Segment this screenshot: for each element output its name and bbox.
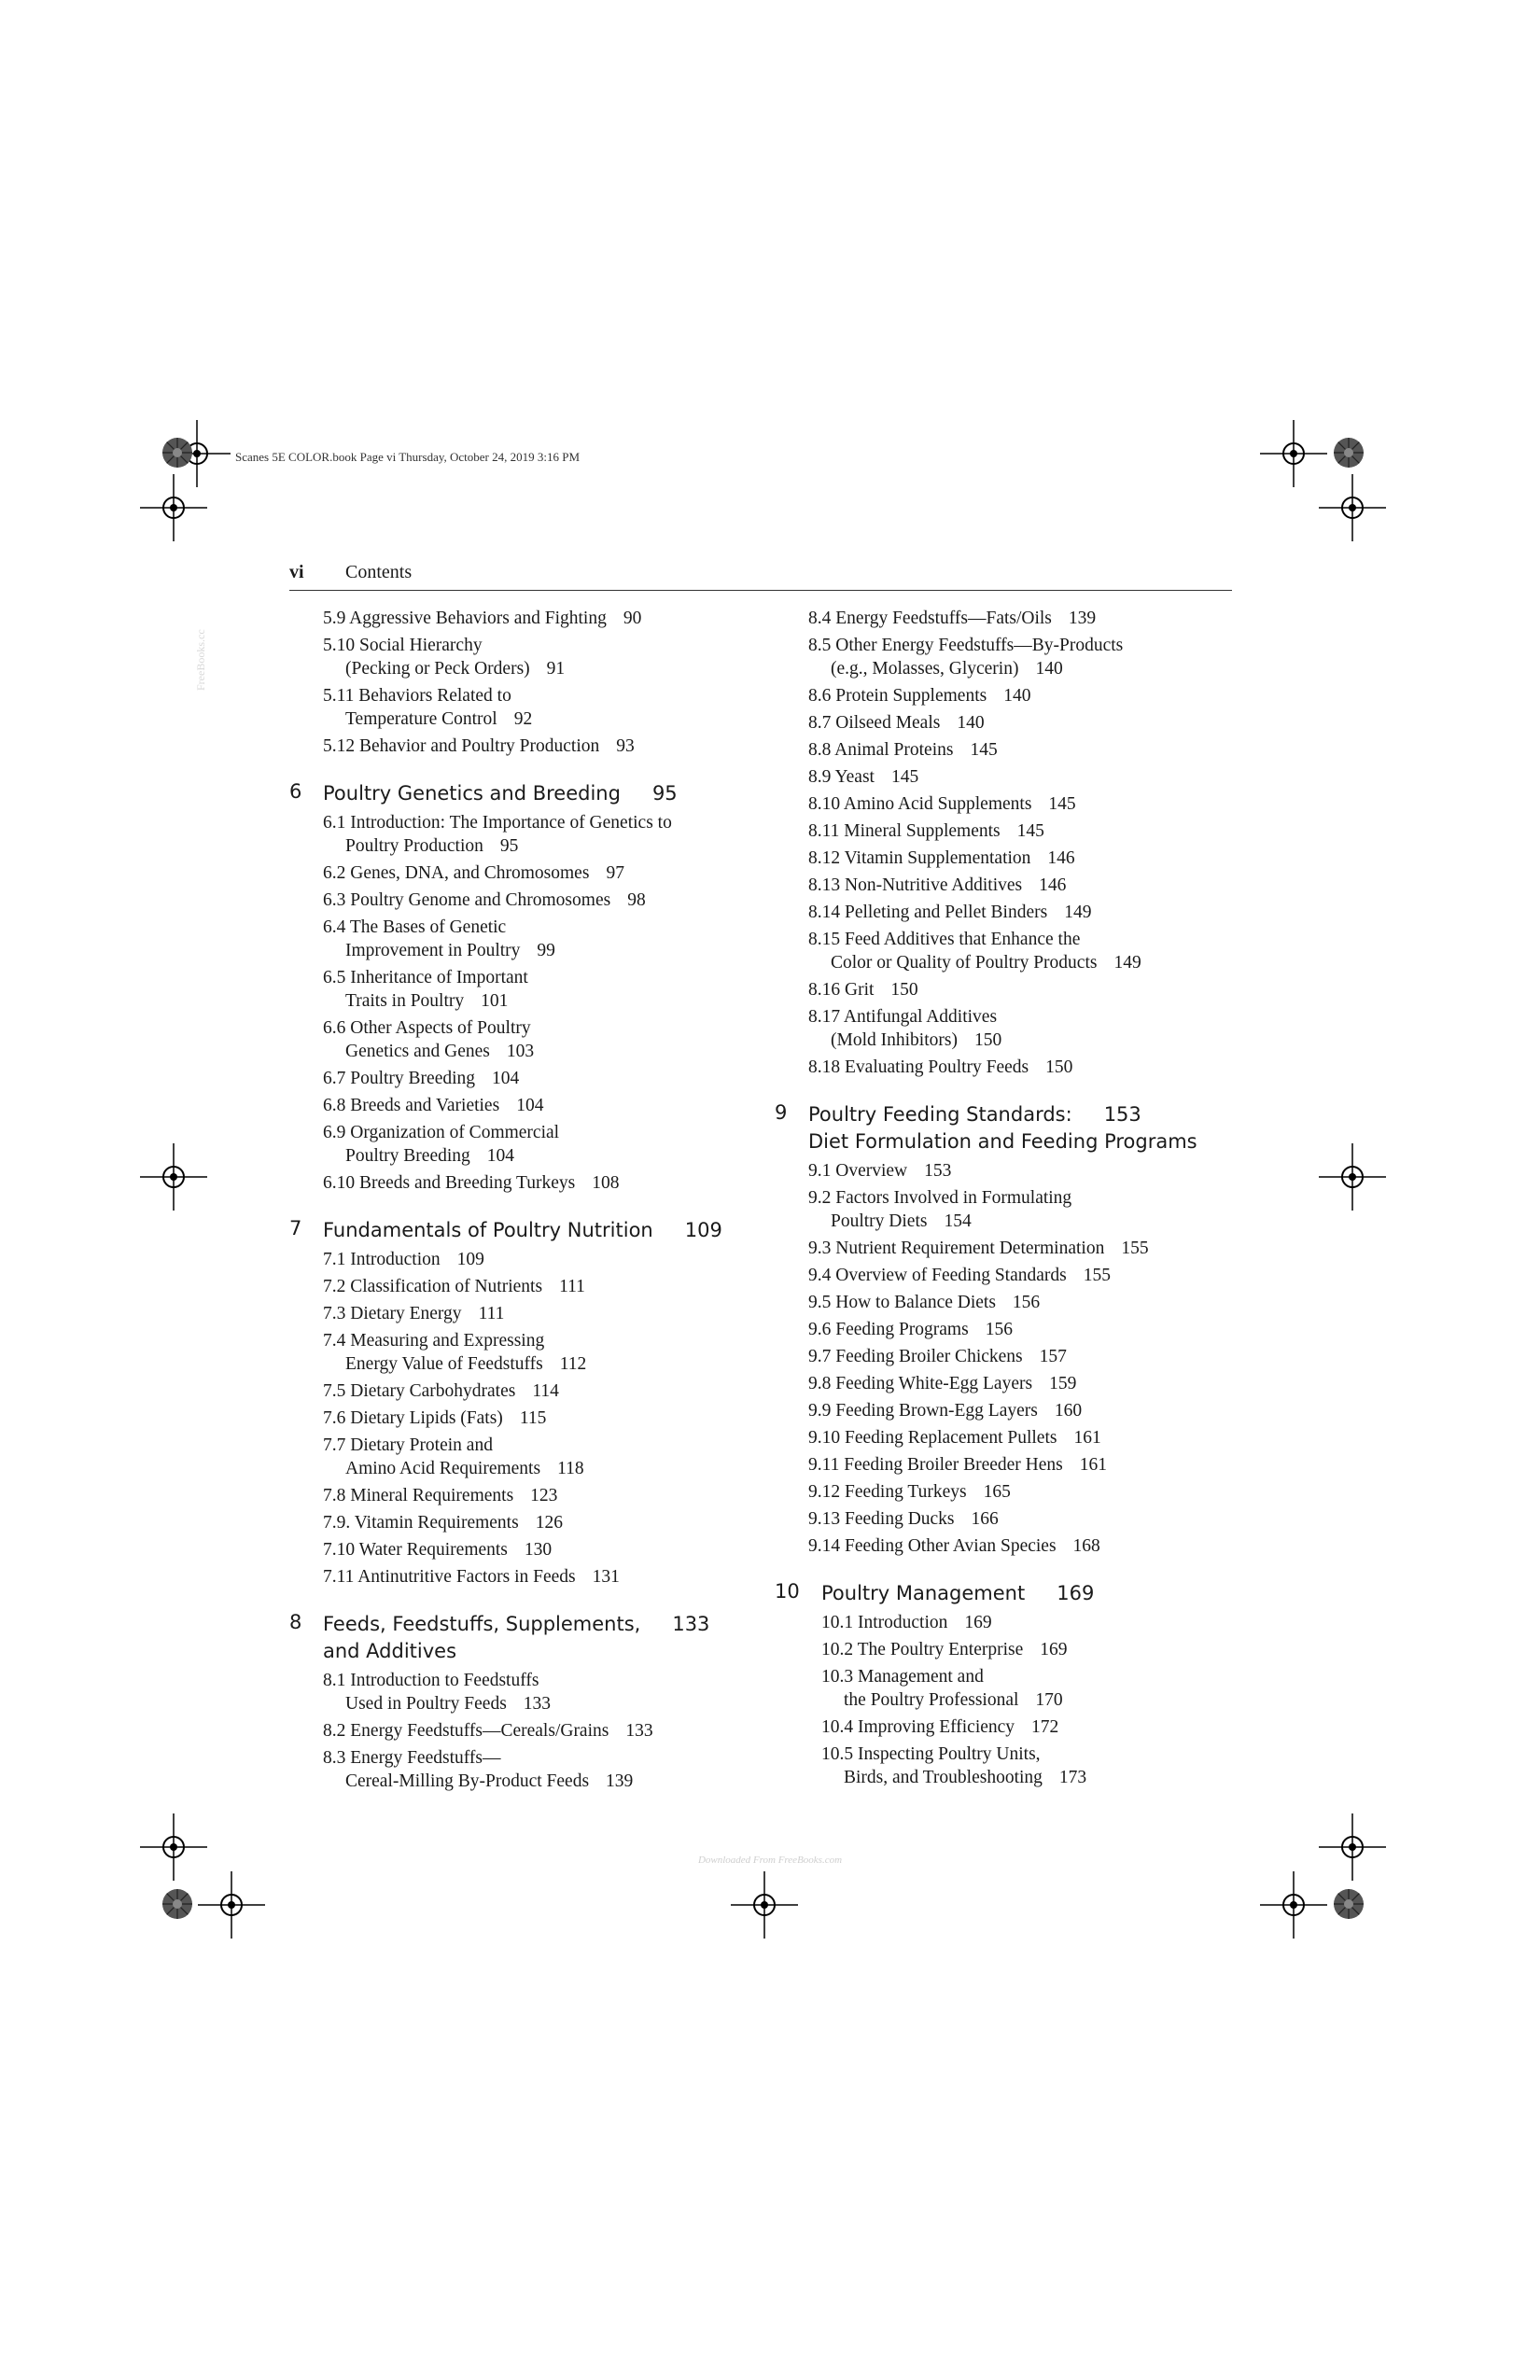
toc-entry-page: 146 bbox=[1039, 875, 1067, 895]
toc-entry-title: 10.4 Improving Efficiency bbox=[821, 1717, 1015, 1737]
toc-entry-second-line bbox=[323, 989, 747, 1013]
chapter-page: 133 bbox=[672, 1613, 710, 1635]
toc-entry-page: 118 bbox=[557, 1459, 584, 1478]
chapter-title: Poultry Genetics and Breeding bbox=[323, 782, 621, 805]
toc-entry bbox=[808, 1507, 1241, 1531]
toc-entry-page: 165 bbox=[983, 1482, 1011, 1502]
toc-entry bbox=[808, 819, 1241, 843]
toc-entry-second-line bbox=[808, 1029, 1241, 1052]
chapter-title: Feeds, Feedstuffs, Supplements, bbox=[323, 1613, 641, 1635]
toc-entry-title-continued: Used in Poultry Feeds bbox=[345, 1694, 507, 1714]
chapter-page: 169 bbox=[1057, 1582, 1095, 1604]
chapter-number: 7 bbox=[289, 1217, 302, 1239]
toc-entry bbox=[808, 738, 1241, 762]
toc-entry-page: 173 bbox=[1058, 1768, 1087, 1787]
toc-entry-title: 6.5 Inheritance of Important bbox=[323, 968, 528, 987]
toc-entry-title: 6.10 Breeds and Breeding Turkeys bbox=[323, 1173, 576, 1193]
toc-entry-title: 8.15 Feed Additives that Enhance the bbox=[808, 930, 1081, 949]
toc-entry-second-line bbox=[323, 1352, 747, 1376]
toc-entry bbox=[808, 1291, 1241, 1314]
color-target-bottom-left bbox=[161, 1887, 194, 1921]
toc-entry bbox=[323, 1484, 747, 1507]
toc-entry-second-line bbox=[323, 1144, 747, 1168]
registration-mark-lower-right bbox=[1319, 1813, 1386, 1881]
toc-entry-page: 166 bbox=[971, 1509, 999, 1529]
toc-entry-title: 5.10 Social Hierarchy bbox=[323, 636, 483, 655]
toc-entry-page: 103 bbox=[506, 1042, 535, 1061]
toc-entry-title: 8.5 Other Energy Feedstuffs—By-Products bbox=[808, 636, 1124, 655]
toc-entry-title: 9.1 Overview bbox=[808, 1161, 908, 1181]
toc-entry-page: 97 bbox=[606, 863, 624, 883]
registration-mark-upper-left bbox=[140, 474, 207, 541]
registration-mark-middle-left bbox=[140, 1143, 207, 1211]
toc-entry bbox=[323, 1538, 747, 1561]
toc-entry bbox=[808, 1372, 1241, 1395]
toc-entry-page: 111 bbox=[478, 1304, 505, 1323]
toc-entry-page: 149 bbox=[1064, 903, 1092, 922]
toc-entry-page: 98 bbox=[627, 890, 646, 910]
toc-entry-second-line bbox=[323, 707, 747, 731]
chapter-number: 6 bbox=[289, 780, 302, 803]
toc-entry-page: 139 bbox=[1068, 609, 1097, 628]
toc-entry-title-continued: Poultry Breeding bbox=[345, 1146, 470, 1166]
toc-entry-title: 8.13 Non-Nutritive Additives bbox=[808, 875, 1023, 895]
registration-mark-bottom-center bbox=[731, 1871, 798, 1939]
toc-entry-title: 8.6 Protein Supplements bbox=[808, 686, 987, 706]
toc-entry-title: 9.7 Feeding Broiler Chickens bbox=[808, 1347, 1023, 1366]
toc-entry-title: 9.3 Nutrient Requirement Determination bbox=[808, 1239, 1105, 1258]
toc-entry bbox=[808, 1056, 1241, 1079]
toc-entry bbox=[821, 1715, 1241, 1739]
toc-entry-page: 145 bbox=[1048, 794, 1076, 814]
toc-entry bbox=[808, 1237, 1241, 1260]
toc-entry bbox=[808, 928, 1241, 974]
toc-entry bbox=[808, 1399, 1241, 1422]
toc-entry-page: 155 bbox=[1083, 1266, 1111, 1285]
chapter-number: 10 bbox=[775, 1580, 800, 1603]
toc-entry-title: 5.12 Behavior and Poultry Production bbox=[323, 736, 600, 756]
toc-entry bbox=[323, 811, 747, 858]
toc-entry-title: 10.3 Management and bbox=[821, 1667, 984, 1687]
toc-entry bbox=[323, 1121, 747, 1168]
toc-entry bbox=[323, 966, 747, 1013]
chapter-page: 109 bbox=[684, 1219, 722, 1241]
toc-entry-page: 108 bbox=[592, 1173, 620, 1193]
toc-entry-page: 145 bbox=[1016, 821, 1044, 841]
toc-entry-title-continued: Improvement in Poultry bbox=[345, 941, 521, 960]
toc-entry-title: 10.2 The Poultry Enterprise bbox=[821, 1640, 1024, 1659]
toc-entry bbox=[808, 1264, 1241, 1287]
chapter-page: 95 bbox=[651, 782, 678, 805]
toc-entry-title: 7.4 Measuring and Expressing bbox=[323, 1331, 545, 1351]
toc-entry bbox=[808, 607, 1241, 630]
toc-entry bbox=[323, 1565, 747, 1589]
toc-entry-page: 168 bbox=[1072, 1536, 1100, 1556]
chapter-title-continued: Diet Formulation and Feeding Programs bbox=[808, 1130, 1197, 1153]
toc-entry-page: 91 bbox=[546, 659, 566, 679]
chapter-title-row bbox=[323, 1217, 747, 1244]
toc-entry-title: 9.5 How to Balance Diets bbox=[808, 1293, 996, 1312]
toc-entry-title: 8.16 Grit bbox=[808, 980, 875, 1000]
toc-entry-title: 8.14 Pelleting and Pellet Binders bbox=[808, 903, 1048, 922]
toc-entry bbox=[323, 1094, 747, 1117]
toc-entry-title: 8.11 Mineral Supplements bbox=[808, 821, 1001, 841]
toc-entry-second-line bbox=[808, 1210, 1241, 1233]
chapter-page: 153 bbox=[1103, 1103, 1141, 1126]
chapter-title: Fundamentals of Poultry Nutrition bbox=[323, 1219, 653, 1241]
toc-entry bbox=[821, 1743, 1241, 1789]
toc-entry-title: 9.11 Feeding Broiler Breeder Hens bbox=[808, 1455, 1063, 1475]
toc-entry-page: 99 bbox=[537, 941, 555, 960]
toc-entry-page: 161 bbox=[1073, 1428, 1101, 1448]
toc-entry-title: 6.7 Poultry Breeding bbox=[323, 1069, 476, 1088]
registration-mark-upper-right bbox=[1319, 474, 1386, 541]
chapter-heading bbox=[775, 1101, 1241, 1155]
toc-entry-title-continued: the Poultry Professional bbox=[844, 1690, 1019, 1710]
chapter-heading bbox=[289, 780, 747, 807]
toc-entry-title: 6.8 Breeds and Varieties bbox=[323, 1096, 500, 1115]
toc-entry-title: 8.7 Oilseed Meals bbox=[808, 713, 941, 733]
toc-entry-title: 5.11 Behaviors Related to bbox=[323, 686, 511, 706]
registration-mark-bottom-right bbox=[1260, 1871, 1327, 1939]
toc-entry-page: 133 bbox=[625, 1721, 653, 1741]
toc-entry bbox=[323, 889, 747, 912]
toc-entry bbox=[808, 684, 1241, 707]
toc-entry-title-continued: (Mold Inhibitors) bbox=[831, 1030, 958, 1050]
toc-entry bbox=[808, 1186, 1241, 1233]
toc-entry-title: 9.4 Overview of Feeding Standards bbox=[808, 1266, 1067, 1285]
print-slug-line: Scanes 5E COLOR.book Page vi Thursday, October 24, 2019 3:16 PM bbox=[235, 450, 581, 464]
toc-entry-page: 112 bbox=[559, 1354, 587, 1374]
toc-entry-title-continued: Traits in Poultry bbox=[345, 991, 465, 1011]
toc-entry-page: 140 bbox=[957, 713, 985, 733]
toc-entry bbox=[808, 1005, 1241, 1052]
toc-entry bbox=[323, 1275, 747, 1298]
running-head: Contents bbox=[345, 562, 413, 582]
toc-entry-page: 159 bbox=[1049, 1374, 1077, 1393]
toc-entry-title: 9.12 Feeding Turkeys bbox=[808, 1482, 967, 1502]
toc-entry-title-continued: Amino Acid Requirements bbox=[345, 1459, 541, 1478]
toc-entry-title: 7.8 Mineral Requirements bbox=[323, 1486, 514, 1505]
page-folio: vi bbox=[289, 562, 304, 582]
toc-entry-title-continued: (Pecking or Peck Orders) bbox=[345, 659, 530, 679]
chapter-number: 9 bbox=[775, 1101, 788, 1124]
toc-entry-page: 150 bbox=[1045, 1057, 1073, 1077]
chapter-heading-text bbox=[323, 1217, 747, 1244]
toc-entry-page: 133 bbox=[523, 1694, 552, 1714]
toc-entry-page: 109 bbox=[456, 1250, 484, 1269]
toc-entry bbox=[323, 861, 747, 885]
toc-entry-title-continued: Energy Value of Feedstuffs bbox=[345, 1354, 543, 1374]
toc-entry bbox=[323, 1379, 747, 1403]
toc-entry-title-continued: Poultry Diets bbox=[831, 1211, 928, 1231]
toc-entry bbox=[808, 1534, 1241, 1558]
toc-entry-second-line bbox=[323, 1692, 747, 1715]
toc-left-column bbox=[289, 607, 747, 1797]
toc-entry bbox=[323, 1746, 747, 1793]
toc-entry-page: 156 bbox=[985, 1320, 1013, 1339]
toc-entry-title: 8.10 Amino Acid Supplements bbox=[808, 794, 1032, 814]
chapter-heading-text bbox=[821, 1580, 1241, 1607]
toc-entry bbox=[808, 874, 1241, 897]
toc-entry bbox=[323, 1302, 747, 1325]
toc-entry-page: 157 bbox=[1039, 1347, 1067, 1366]
chapter-heading bbox=[289, 1611, 747, 1665]
toc-entry bbox=[808, 1453, 1241, 1477]
toc-entry-page: 169 bbox=[1040, 1640, 1068, 1659]
toc-entry-title: 6.2 Genes, DNA, and Chromosomes bbox=[323, 863, 590, 883]
toc-entry-title: 7.6 Dietary Lipids (Fats) bbox=[323, 1408, 503, 1428]
side-watermark: FreeBooks.cc bbox=[194, 629, 207, 691]
toc-entry bbox=[323, 1511, 747, 1534]
page-header bbox=[289, 558, 1232, 591]
toc-entry bbox=[808, 1159, 1241, 1183]
toc-entry bbox=[323, 1434, 747, 1480]
toc-entry-page: 115 bbox=[519, 1408, 547, 1428]
toc-entry-page: 145 bbox=[970, 740, 998, 760]
toc-entry-page: 170 bbox=[1035, 1690, 1063, 1710]
toc-entry-page: 123 bbox=[530, 1486, 558, 1505]
toc-entry bbox=[808, 1426, 1241, 1449]
toc-entry bbox=[323, 634, 747, 680]
toc-entry bbox=[808, 711, 1241, 735]
toc-entry bbox=[323, 1329, 747, 1376]
toc-entry-title: 7.5 Dietary Carbohydrates bbox=[323, 1381, 516, 1401]
toc-entry-page: 140 bbox=[1003, 686, 1031, 706]
toc-entry-page: 95 bbox=[499, 836, 519, 856]
toc-entry-title: 8.12 Vitamin Supplementation bbox=[808, 848, 1031, 868]
chapter-title-row bbox=[821, 1580, 1241, 1607]
toc-entry-page: 104 bbox=[486, 1146, 515, 1166]
toc-entry bbox=[323, 735, 747, 758]
toc-entry bbox=[808, 901, 1241, 924]
toc-entry-page: 140 bbox=[1035, 659, 1063, 679]
toc-entry-title: 8.17 Antifungal Additives bbox=[808, 1007, 998, 1027]
toc-entry-page: 160 bbox=[1054, 1401, 1083, 1421]
toc-entry-page: 161 bbox=[1079, 1455, 1107, 1475]
toc-entry-title-continued: Poultry Production bbox=[345, 836, 483, 856]
toc-entry-title: 8.9 Yeast bbox=[808, 767, 875, 787]
toc-entry-second-line bbox=[808, 951, 1241, 974]
toc-entry-second-line bbox=[323, 1457, 747, 1480]
toc-entry-page: 172 bbox=[1031, 1717, 1059, 1737]
chapter-heading-text bbox=[323, 780, 747, 807]
toc-entry bbox=[323, 1407, 747, 1430]
toc-entry-second-line bbox=[323, 1040, 747, 1063]
chapter-number: 8 bbox=[289, 1611, 302, 1633]
chapter-heading-text bbox=[808, 1101, 1241, 1155]
toc-entry-page: 154 bbox=[944, 1211, 972, 1231]
toc-entry-title: 6.6 Other Aspects of Poultry bbox=[323, 1018, 531, 1038]
toc-entry-title: 8.18 Evaluating Poultry Feeds bbox=[808, 1057, 1029, 1077]
toc-entry bbox=[323, 1248, 747, 1271]
toc-entry-title: 7.7 Dietary Protein and bbox=[323, 1435, 493, 1455]
toc-entry-page: 92 bbox=[513, 709, 533, 729]
toc-entry-second-line bbox=[323, 657, 747, 680]
toc-entry-title: 8.3 Energy Feedstuffs— bbox=[323, 1748, 501, 1768]
toc-entry-title: 9.8 Feeding White-Egg Layers bbox=[808, 1374, 1033, 1393]
toc-entry-title: 9.10 Feeding Replacement Pullets bbox=[808, 1428, 1057, 1448]
toc-entry bbox=[323, 1171, 747, 1195]
chapter-heading bbox=[775, 1580, 1241, 1607]
toc-entry-title: 8.8 Animal Proteins bbox=[808, 740, 954, 760]
chapter-heading-text bbox=[323, 1611, 747, 1665]
toc-entry-second-line bbox=[808, 657, 1241, 680]
toc-entry-second-line bbox=[821, 1688, 1241, 1712]
toc-entry-second-line bbox=[323, 834, 747, 858]
toc-entry-title: 9.9 Feeding Brown-Egg Layers bbox=[808, 1401, 1038, 1421]
toc-entry-title: 10.1 Introduction bbox=[821, 1613, 948, 1632]
toc-entry-title: 10.5 Inspecting Poultry Units, bbox=[821, 1744, 1041, 1764]
toc-entry-page: 156 bbox=[1012, 1293, 1041, 1312]
toc-entry-title: 8.4 Energy Feedstuffs—Fats/Oils bbox=[808, 609, 1052, 628]
toc-entry-title: 9.13 Feeding Ducks bbox=[808, 1509, 955, 1529]
toc-entry-page: 139 bbox=[606, 1771, 634, 1791]
toc-entry bbox=[808, 1480, 1241, 1504]
toc-entry-title-continued: (e.g., Molasses, Glycerin) bbox=[831, 659, 1019, 679]
toc-right-column bbox=[775, 607, 1241, 1793]
toc-entry-title: 7.9. Vitamin Requirements bbox=[323, 1513, 519, 1533]
toc-entry-page: 146 bbox=[1047, 848, 1075, 868]
toc-entry-title-continued: Color or Quality of Poultry Products bbox=[831, 953, 1098, 973]
chapter-heading bbox=[289, 1217, 747, 1244]
toc-entry bbox=[808, 1345, 1241, 1368]
color-target-bottom-right bbox=[1332, 1887, 1365, 1921]
toc-entry-title: 8.2 Energy Feedstuffs—Cereals/Grains bbox=[323, 1721, 609, 1741]
toc-entry bbox=[821, 1611, 1241, 1634]
toc-entry-second-line bbox=[323, 1770, 747, 1793]
toc-entry bbox=[808, 1318, 1241, 1341]
chapter-title-row bbox=[323, 1611, 747, 1638]
toc-entry bbox=[808, 978, 1241, 1001]
toc-entry-page: 90 bbox=[623, 609, 642, 628]
toc-entry-title: 6.3 Poultry Genome and Chromosomes bbox=[323, 890, 611, 910]
toc-entry-title: 7.1 Introduction bbox=[323, 1250, 441, 1269]
toc-entry-page: 101 bbox=[481, 991, 509, 1011]
toc-entry bbox=[821, 1665, 1241, 1712]
toc-entry-page: 111 bbox=[559, 1277, 585, 1296]
chapter-title: Poultry Management bbox=[821, 1582, 1026, 1604]
color-target-top-left bbox=[161, 436, 194, 469]
toc-entry-second-line bbox=[821, 1766, 1241, 1789]
toc-entry-second-line bbox=[323, 939, 747, 962]
toc-entry bbox=[808, 792, 1241, 816]
toc-entry-page: 145 bbox=[890, 767, 919, 787]
toc-entry bbox=[323, 684, 747, 731]
toc-entry-title: 7.10 Water Requirements bbox=[323, 1540, 508, 1560]
registration-mark-bottom-left bbox=[198, 1871, 265, 1939]
toc-entry bbox=[808, 634, 1241, 680]
toc-entry-title: 9.14 Feeding Other Avian Species bbox=[808, 1536, 1057, 1556]
toc-entry-title-continued: Temperature Control bbox=[345, 709, 497, 729]
toc-entry-title: 7.3 Dietary Energy bbox=[323, 1304, 462, 1323]
toc-entry bbox=[821, 1638, 1241, 1661]
chapter-title-row bbox=[323, 780, 747, 807]
toc-entry-title: 6.1 Introduction: The Importance of Genetics to bbox=[323, 813, 672, 833]
toc-entry-page: 93 bbox=[616, 736, 635, 756]
toc-entry bbox=[323, 607, 747, 630]
toc-entry-page: 114 bbox=[532, 1381, 559, 1401]
toc-entry bbox=[323, 1719, 747, 1743]
toc-entry bbox=[323, 1067, 747, 1090]
toc-entry-page: 153 bbox=[924, 1161, 952, 1181]
toc-entry-page: 104 bbox=[516, 1096, 544, 1115]
color-target-top-right bbox=[1332, 436, 1365, 469]
toc-entry-title-continued: Cereal-Milling By-Product Feeds bbox=[345, 1771, 590, 1791]
registration-mark-middle-right bbox=[1319, 1143, 1386, 1211]
toc-entry bbox=[323, 916, 747, 962]
toc-entry-title: 5.9 Aggressive Behaviors and Fighting bbox=[323, 609, 607, 628]
registration-mark-top-right bbox=[1260, 420, 1327, 487]
toc-entry-page: 155 bbox=[1121, 1239, 1149, 1258]
toc-entry-page: 149 bbox=[1113, 953, 1141, 973]
toc-entry-title-continued: Birds, and Troubleshooting bbox=[844, 1768, 1043, 1787]
toc-entry-page: 169 bbox=[964, 1613, 992, 1632]
toc-entry-page: 150 bbox=[973, 1030, 1002, 1050]
bottom-watermark: Downloaded From FreeBooks.com bbox=[697, 1855, 843, 1866]
toc-entry bbox=[808, 765, 1241, 789]
toc-entry bbox=[808, 847, 1241, 870]
toc-entry-title: 7.2 Classification of Nutrients bbox=[323, 1277, 543, 1296]
toc-entry-title: 9.2 Factors Involved in Formulating bbox=[808, 1188, 1072, 1208]
toc-entry-title: 6.9 Organization of Commercial bbox=[323, 1123, 560, 1142]
toc-entry-page: 131 bbox=[592, 1567, 620, 1587]
toc-entry-title: 8.1 Introduction to Feedstuffs bbox=[323, 1671, 539, 1690]
toc-entry bbox=[323, 1016, 747, 1063]
toc-entry-title: 7.11 Antinutritive Factors in Feeds bbox=[323, 1567, 576, 1587]
toc-entry-title: 6.4 The Bases of Genetic bbox=[323, 917, 507, 937]
toc-entry-page: 130 bbox=[524, 1540, 553, 1560]
toc-entry bbox=[323, 1669, 747, 1715]
chapter-title-row bbox=[808, 1101, 1241, 1128]
chapter-title-continued: and Additives bbox=[323, 1640, 457, 1662]
toc-entry-title: 9.6 Feeding Programs bbox=[808, 1320, 969, 1339]
chapter-title: Poultry Feeding Standards: bbox=[808, 1103, 1072, 1126]
toc-entry-title-continued: Genetics and Genes bbox=[345, 1042, 490, 1061]
toc-entry-page: 126 bbox=[535, 1513, 563, 1533]
toc-entry-page: 150 bbox=[890, 980, 918, 1000]
toc-entry-page: 104 bbox=[492, 1069, 520, 1088]
